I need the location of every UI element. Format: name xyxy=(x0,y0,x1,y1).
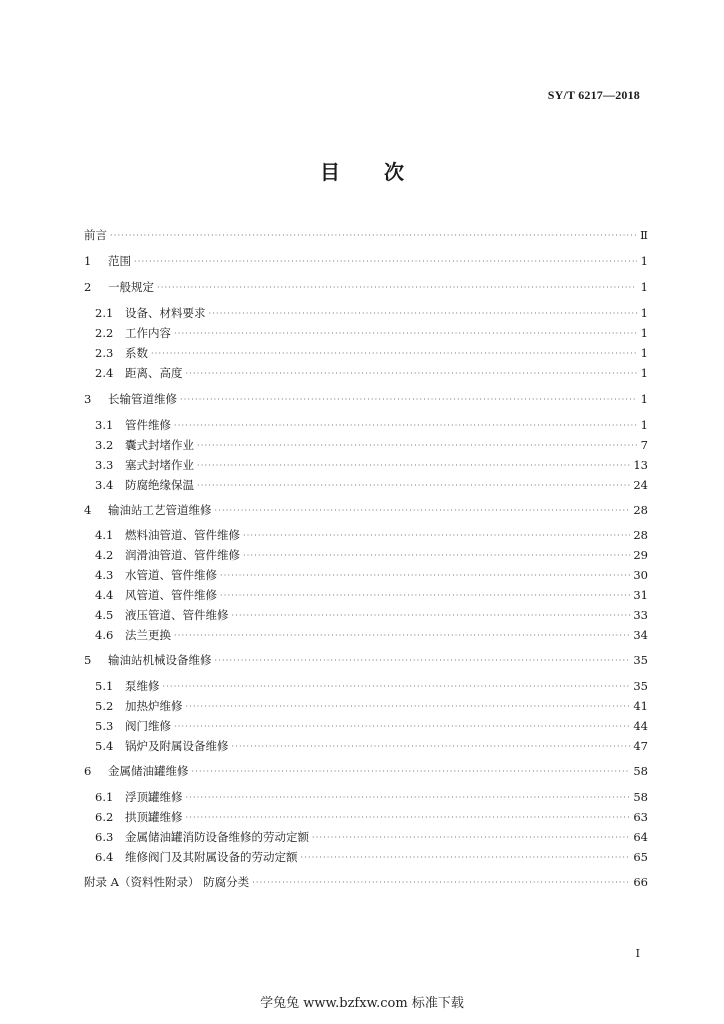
toc-entry[interactable] xyxy=(95,456,648,474)
toc-entry-page: 1 xyxy=(640,280,648,294)
toc-entry-number: 6 xyxy=(84,764,92,778)
toc-leader-dots xyxy=(232,737,631,755)
toc-leader-dots xyxy=(197,456,630,474)
toc-entry-page: 1 xyxy=(640,254,648,268)
page-title xyxy=(0,156,724,185)
toc-entry-number: 4.3 xyxy=(95,568,114,582)
toc-entry-page: 65 xyxy=(633,850,648,864)
toc-entry-number: 3.2 xyxy=(95,438,114,452)
toc-entry-page: 28 xyxy=(633,503,648,517)
toc-entry-label: 金属储油罐消防设备维修的劳动定额 xyxy=(125,830,309,844)
toc-entry-label: 管件维修 xyxy=(125,418,171,432)
toc-entry-label: 范围 xyxy=(108,254,131,268)
toc-entry-number: 2.3 xyxy=(95,346,114,360)
toc-leader-dots xyxy=(174,626,630,644)
toc-entry-page: 1 xyxy=(640,366,648,380)
toc-entry-label: 长输管道维修 xyxy=(108,392,177,406)
toc-entry-label: 泵维修 xyxy=(125,679,160,693)
toc-entry-label: 液压管道、管件维修 xyxy=(125,608,229,622)
toc-entry-page: 1 xyxy=(640,326,648,340)
toc-leader-dots xyxy=(134,252,637,270)
toc-entry[interactable] xyxy=(95,606,648,624)
toc-entry-number: 3.3 xyxy=(95,458,114,472)
toc-entry-label: 输油站机械设备维修 xyxy=(108,653,212,667)
toc-leader-dots xyxy=(110,226,637,244)
toc-entry[interactable] xyxy=(84,278,648,296)
toc-entry[interactable] xyxy=(95,566,648,584)
toc-entry[interactable] xyxy=(95,476,648,494)
toc-entry[interactable] xyxy=(95,737,648,755)
title-char-1: 目 xyxy=(320,160,340,184)
toc-leader-dots xyxy=(186,788,631,806)
toc-entry-label: 维修阀门及其附属设备的劳动定额 xyxy=(125,850,298,864)
toc-entry-number: 2.2 xyxy=(95,326,114,340)
toc-entry-label: 塞式封堵作业 xyxy=(125,458,194,472)
toc-entry-page: 24 xyxy=(633,478,648,492)
toc-entry-number: 2.1 xyxy=(95,306,114,320)
toc-entry-page: 44 xyxy=(633,719,648,733)
toc-leader-dots xyxy=(232,606,631,624)
toc-leader-dots xyxy=(197,436,637,454)
toc-entry-number: 4 xyxy=(84,503,92,517)
toc-entry-page: 1 xyxy=(640,392,648,406)
toc-entry[interactable] xyxy=(95,324,648,342)
toc-entry-page: 29 xyxy=(633,548,648,562)
toc-entry-label: 法兰更换 xyxy=(125,628,171,642)
toc-entry-number: 3 xyxy=(84,392,92,406)
toc-entry-label: 附录 A（资料性附录） 防腐分类 xyxy=(84,875,250,889)
toc-entry-number: 4.4 xyxy=(95,588,114,602)
toc-entry-label: 水管道、管件维修 xyxy=(125,568,217,582)
toc-leader-dots xyxy=(163,677,631,695)
toc-entry-page: 30 xyxy=(633,568,648,582)
toc-leader-dots xyxy=(151,344,637,362)
toc-entry-page: 58 xyxy=(633,764,648,778)
toc-entry[interactable] xyxy=(95,848,648,866)
toc-entry-number: 6.3 xyxy=(95,830,114,844)
toc-entry-page: 58 xyxy=(633,790,648,804)
toc-entry-label: 防腐绝缘保温 xyxy=(125,478,194,492)
toc-entry-label: 系数 xyxy=(125,346,148,360)
standard-code: SY/T 6217—2018 xyxy=(547,88,640,102)
toc-entry-label: 输油站工艺管道维修 xyxy=(108,503,212,517)
toc-leader-dots xyxy=(243,526,630,544)
toc-entry-page: 63 xyxy=(633,810,648,824)
toc-entry-number: 4.6 xyxy=(95,628,114,642)
toc-leader-dots xyxy=(252,873,630,891)
toc-entry[interactable] xyxy=(84,390,648,408)
toc-entry-page: 1 xyxy=(640,418,648,432)
toc-entry-label: 距离、高度 xyxy=(125,366,183,380)
toc-entry-page: 66 xyxy=(633,875,648,889)
toc-entry[interactable] xyxy=(95,416,648,434)
toc-entry[interactable] xyxy=(84,873,648,891)
toc-entry-number: 2 xyxy=(84,280,92,294)
toc-entry-page: 35 xyxy=(633,653,648,667)
toc-leader-dots xyxy=(180,390,637,408)
toc-entry[interactable] xyxy=(95,626,648,644)
toc-entry[interactable] xyxy=(95,677,648,695)
toc-leader-dots xyxy=(174,717,630,735)
toc-entry-number: 6.1 xyxy=(95,790,114,804)
toc-leader-dots xyxy=(220,566,630,584)
toc-entry-page: 31 xyxy=(633,588,648,602)
toc-entry-number: 4.2 xyxy=(95,548,114,562)
toc-leader-dots xyxy=(197,476,630,494)
toc-leader-dots xyxy=(215,501,631,519)
toc-leader-dots xyxy=(220,586,630,604)
toc-entry-label: 润滑油管道、管件维修 xyxy=(125,548,240,562)
toc-entry[interactable] xyxy=(95,436,648,454)
toc-leader-dots xyxy=(243,546,630,564)
toc-entry[interactable] xyxy=(84,252,648,270)
toc-entry-label: 风管道、管件维修 xyxy=(125,588,217,602)
toc-entry[interactable] xyxy=(95,717,648,735)
toc-entry[interactable] xyxy=(95,828,648,846)
toc-entry-number: 5.4 xyxy=(95,739,114,753)
toc-entry-page: 1 xyxy=(640,346,648,360)
toc-entry-page: 34 xyxy=(633,628,648,642)
toc-entry-label: 金属储油罐维修 xyxy=(108,764,189,778)
toc-entry-label: 加热炉维修 xyxy=(125,699,183,713)
toc-entry-page: 13 xyxy=(633,458,648,472)
toc-leader-dots xyxy=(174,416,637,434)
toc-entry-number: 6.2 xyxy=(95,810,114,824)
toc-entry-number: 5.3 xyxy=(95,719,114,733)
toc-entry[interactable] xyxy=(84,501,648,519)
toc-entry[interactable] xyxy=(95,364,648,382)
toc-entry[interactable] xyxy=(95,304,648,322)
toc-entry-number: 1 xyxy=(84,254,92,268)
toc-entry-number: 5.1 xyxy=(95,679,114,693)
toc-leader-dots xyxy=(186,364,638,382)
toc-entry-number: 3.1 xyxy=(95,418,114,432)
toc-entry-page: 1 xyxy=(640,306,648,320)
toc-leader-dots xyxy=(215,651,631,669)
toc-entry-label: 浮顶罐维修 xyxy=(125,790,183,804)
toc-leader-dots xyxy=(301,848,631,866)
toc-entry-page: 7 xyxy=(640,438,648,452)
toc-entry-label: 锅炉及附属设备维修 xyxy=(125,739,229,753)
toc-leader-dots xyxy=(186,697,631,715)
toc-entry[interactable] xyxy=(95,526,648,544)
toc-leader-dots xyxy=(312,828,630,846)
toc-entry-number: 2.4 xyxy=(95,366,114,380)
toc-entry[interactable] xyxy=(84,651,648,669)
footer-page-number: Ⅰ xyxy=(635,947,640,960)
toc-entry-page: 35 xyxy=(633,679,648,693)
toc-entry-number: 5 xyxy=(84,653,92,667)
toc-entry-label: 设备、材料要求 xyxy=(125,306,206,320)
toc-leader-dots xyxy=(174,324,637,342)
toc-entry[interactable] xyxy=(95,788,648,806)
toc-entry-page: 41 xyxy=(633,699,648,713)
title-char-2: 次 xyxy=(384,160,404,184)
toc-entry-page: 28 xyxy=(633,528,648,542)
toc-entry-label: 一般规定 xyxy=(108,280,154,294)
toc-entry-page: Ⅱ xyxy=(640,228,648,242)
toc-entry[interactable] xyxy=(84,762,648,780)
toc-entry-page: 33 xyxy=(633,608,648,622)
toc-entry-number: 5.2 xyxy=(95,699,114,713)
toc-entry-label: 囊式封堵作业 xyxy=(125,438,194,452)
toc-entry-page: 64 xyxy=(633,830,648,844)
toc-entry-label: 燃料油管道、管件维修 xyxy=(125,528,240,542)
toc-entry-label: 拱顶罐维修 xyxy=(125,810,183,824)
toc-entry-page: 47 xyxy=(633,739,648,753)
watermark-text: 学兔兔 www.bzfxw.com 标准下载 xyxy=(260,996,464,1011)
toc-entry-number: 6.4 xyxy=(95,850,114,864)
toc-entry-number: 4.1 xyxy=(95,528,114,542)
toc-entry[interactable] xyxy=(84,226,648,244)
toc-entry[interactable] xyxy=(95,546,648,564)
toc-entry-number: 4.5 xyxy=(95,608,114,622)
toc-leader-dots xyxy=(186,808,631,826)
toc-entry-label: 工作内容 xyxy=(125,326,171,340)
toc-leader-dots xyxy=(157,278,637,296)
toc-entry-label: 前言 xyxy=(84,228,107,242)
toc-entry[interactable] xyxy=(95,697,648,715)
toc-entry-number: 3.4 xyxy=(95,478,114,492)
toc-entry[interactable] xyxy=(95,808,648,826)
toc-entry-label: 阀门维修 xyxy=(125,719,171,733)
toc-entry[interactable] xyxy=(95,344,648,362)
toc-entry[interactable] xyxy=(95,586,648,604)
toc-leader-dots xyxy=(209,304,638,322)
toc-leader-dots xyxy=(192,762,631,780)
